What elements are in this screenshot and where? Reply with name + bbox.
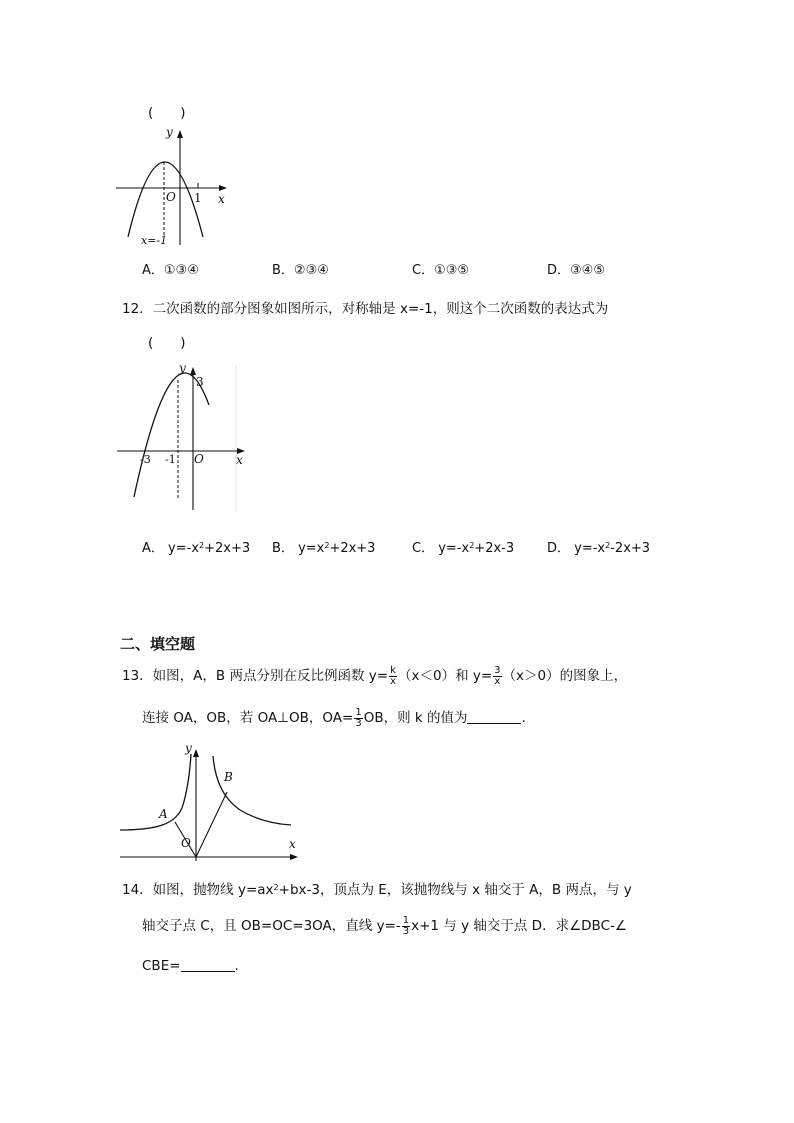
q12-option-a[interactable]: A． $y=-x^2+2x+3$ bbox=[142, 541, 251, 556]
q13-y-label: y bbox=[185, 741, 192, 755]
q13-point-b-label: B bbox=[224, 770, 233, 784]
q13-origin-label: O bbox=[181, 836, 191, 850]
q11-option-b[interactable]: B．②③④ bbox=[272, 263, 329, 278]
q12-option-d[interactable]: D． $y=-x^2-2x+3$ bbox=[547, 541, 651, 556]
q12-tick-3-label: 3 bbox=[196, 375, 204, 389]
q12-answer-paren: ( ) bbox=[148, 335, 186, 351]
q12-tick-neg3-label: -3 bbox=[140, 453, 151, 466]
q14-line-3: CBE= . bbox=[142, 958, 239, 974]
q11-x-label: x bbox=[218, 192, 225, 206]
q13-fraction-1-over-3: $\frac{1}{3}$ bbox=[355, 706, 362, 729]
q11-y-label: y bbox=[166, 125, 173, 139]
q13-line-2: 连接 OA，OB，若 OA⊥OB，OA= $\frac{1}{3}$ OB，则 k 的值为 . bbox=[142, 706, 526, 729]
q14-answer-blank[interactable] bbox=[181, 959, 235, 972]
q14-line-1: 14．如图，抛物线 $y=ax^2+bx-3$，顶点为 E，该抛物线与 x 轴交于 A，B 两点，与 y bbox=[122, 882, 632, 898]
q12-x-label: x bbox=[236, 453, 243, 467]
q11-option-a[interactable]: A．①③④ bbox=[142, 263, 199, 278]
q13-fraction-3-over-x: $\frac{3}{x}$ bbox=[494, 664, 501, 687]
q12-y-label: y bbox=[179, 361, 186, 375]
q13-fraction-k-over-x: $\frac{k}{x}$ bbox=[390, 664, 396, 687]
q12-option-c[interactable]: C． $y=-x^2+2x-3$ bbox=[412, 541, 515, 556]
q12-tick-neg1-label: -1 bbox=[165, 453, 176, 466]
q12-graph bbox=[112, 360, 252, 515]
q11-option-d[interactable]: D．③④⑤ bbox=[547, 263, 605, 278]
q14-fraction-1-over-3: $\frac{1}{3}$ bbox=[402, 914, 410, 937]
q11-answer-paren: ( ) bbox=[148, 105, 186, 121]
q13-x-label: x bbox=[289, 837, 296, 851]
q13-graph bbox=[115, 740, 305, 865]
q13-point-a-label: A bbox=[159, 807, 168, 821]
q12-option-b[interactable]: B． $y=x^2+2x+3$ bbox=[272, 541, 376, 556]
q11-tick-1-label: 1 bbox=[194, 191, 202, 205]
q11-origin-label: O bbox=[166, 190, 176, 204]
q12-question-text: 12．二次函数的部分图象如图所示，对称轴是 x=-1，则这个二次函数的表达式为 bbox=[122, 301, 609, 317]
q13-line-1: 13．如图，A，B 两点分别在反比例函数 y= $\frac{k}{x}$ （x＜0）和 y= $\frac{3}{x}$ （x＞0）的图象上， bbox=[122, 664, 628, 687]
q11-axis-label: x=-1 bbox=[141, 234, 168, 247]
q12-origin-label: O bbox=[194, 452, 204, 466]
section-title: 二、填空题 bbox=[120, 635, 196, 653]
q11-graph bbox=[110, 125, 240, 250]
q13-answer-blank[interactable] bbox=[467, 711, 521, 724]
q14-line-2: 轴交子点 C，且 OB=OC=3OA，直线 y=- $\frac{1}{3}$ x+1 与 y 轴交于点 D．求∠DBC-∠ bbox=[142, 914, 627, 937]
q11-option-c[interactable]: C．①③⑤ bbox=[412, 263, 470, 278]
